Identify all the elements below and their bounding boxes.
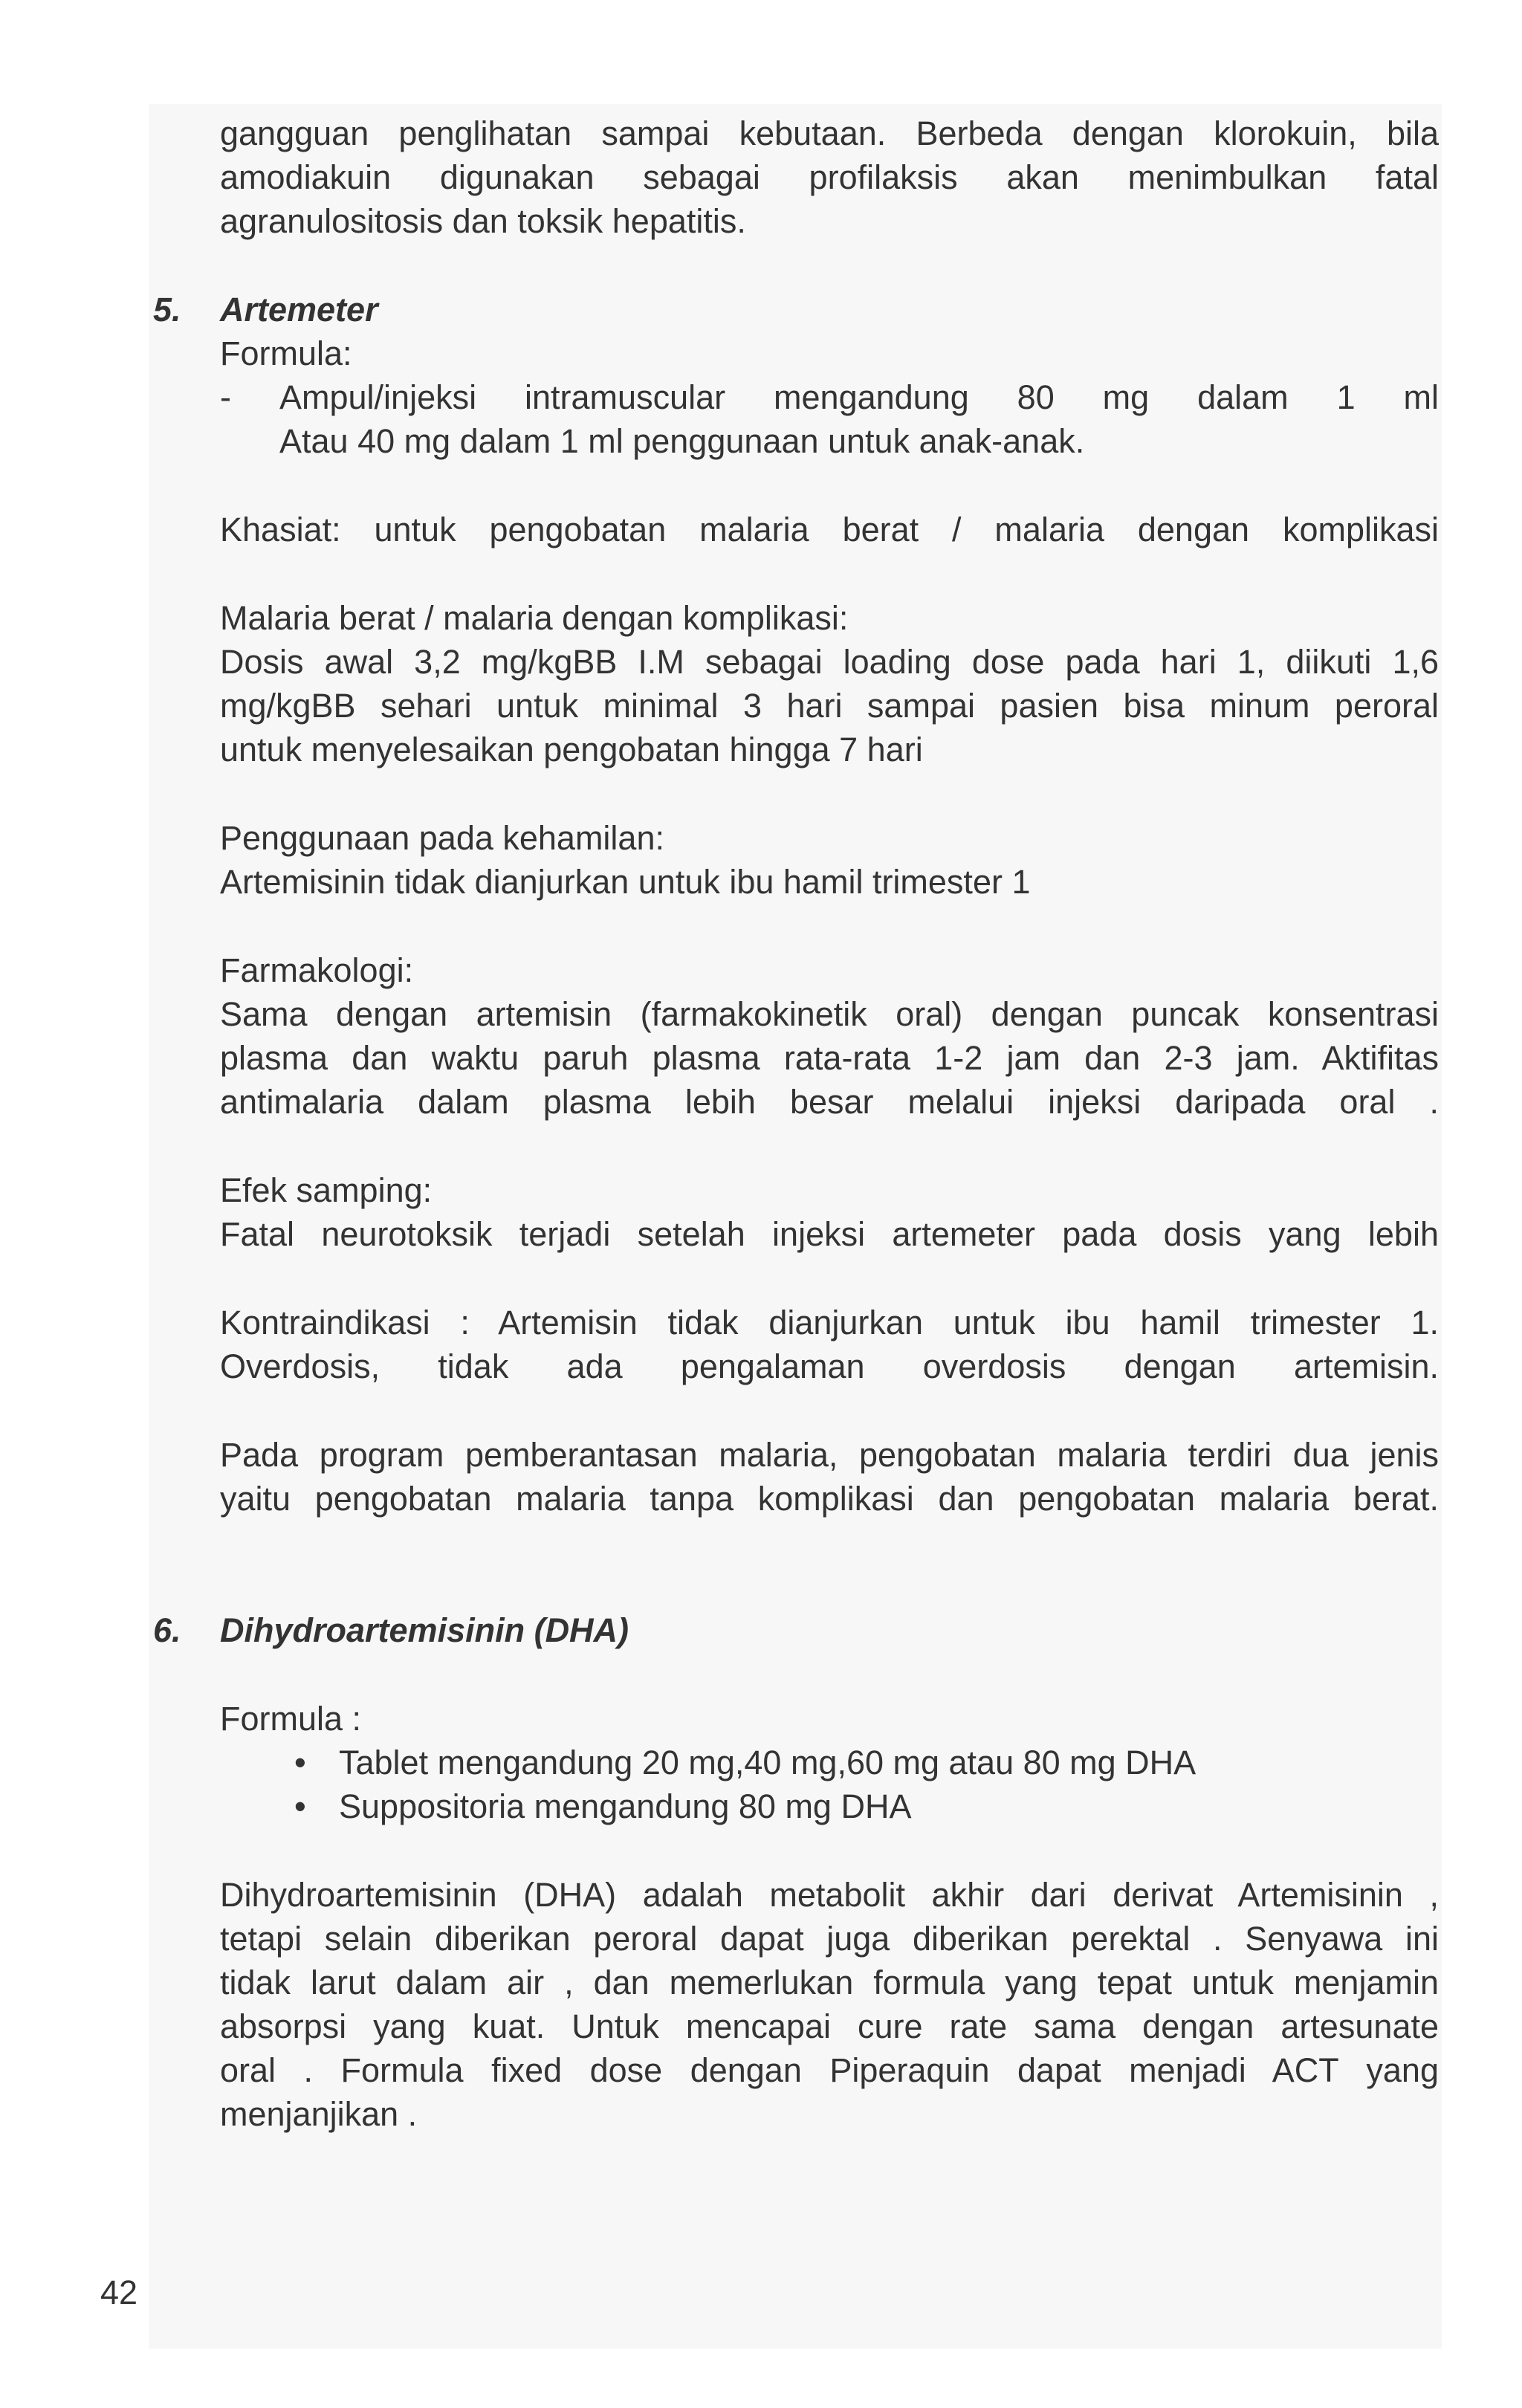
text-line: agranulositosis dan toksik hepatitis.: [220, 202, 746, 240]
bullet-icon: •: [294, 1787, 306, 1825]
farmakologi-line: antimalaria dalam plasma lebih besar melalui injeksi daripada oral .: [220, 1083, 1439, 1121]
bullet-icon: •: [294, 1744, 306, 1781]
dosis-line: untuk menyelesaikan pengobatan hingga 7 hari: [220, 731, 923, 768]
dha-paragraph-line: oral . Formula fixed dose dengan Piperaquin dapat menjadi ACT yang: [220, 2051, 1439, 2089]
program-line: Pada program pemberantasan malaria, pengobatan malaria terdiri dua jenis: [220, 1436, 1439, 1474]
list-item-text: Tablet mengandung 20 mg,40 mg,60 mg atau 80 mg DHA: [339, 1744, 1196, 1781]
page-number: 42: [100, 2273, 138, 2311]
section-number: 6.: [153, 1611, 181, 1649]
section-dha: [153, 1608, 1439, 2136]
dha-paragraph-line: tidak larut dalam air , dan memerlukan formula yang tepat untuk menjamin: [220, 1964, 1439, 2001]
formula-text: Ampul/injeksi intramuscular mengandung 80 mg dalam 1 ml: [279, 378, 1439, 416]
overdosis-line: Overdosis, tidak ada pengalaman overdosis dengan artemisin.: [220, 1347, 1439, 1385]
dosis-line: mg/kgBB sehari untuk minimal 3 hari sampai pasien bisa minum peroral: [220, 687, 1439, 725]
section-heading: [153, 288, 1439, 331]
formula-text-continued: Atau 40 mg dalam 1 ml penggunaan untuk anak-anak.: [279, 422, 1085, 460]
farmakologi-label: Farmakologi:: [220, 951, 414, 989]
malaria-label: Malaria berat / malaria dengan komplikasi:: [220, 599, 849, 637]
dha-paragraph-line: Dihydroartemisinin (DHA) adalah metabolit akhir dari derivat Artemisinin ,: [220, 1876, 1439, 1914]
dash-marker: -: [220, 378, 231, 416]
farmakologi-line: plasma dan waktu paruh plasma rata-rata 1-2 jam dan 2-3 jam. Aktifitas: [220, 1039, 1439, 1077]
list-item: [220, 1741, 1439, 1784]
kehamilan-text: Artemisinin tidak dianjurkan untuk ibu hamil trimester 1: [220, 863, 1031, 901]
intro-paragraph: [220, 111, 1439, 243]
program-line: yaitu pengobatan malaria tanpa komplikasi dan pengobatan malaria berat.: [220, 1480, 1439, 1518]
text-line: amodiakuin digunakan sebagai profilaksis akan menimbulkan fatal: [220, 158, 1439, 196]
dha-paragraph-line: menjanjikan .: [220, 2095, 418, 2133]
formula-label: Formula:: [220, 334, 352, 372]
formula-label: Formula :: [220, 1700, 362, 1738]
formula-list: [220, 1741, 1439, 1828]
dha-paragraph-line: tetapi selain diberikan peroral dapat juga diberikan perektal . Senyawa ini: [220, 1920, 1439, 1958]
farmakologi-line: Sama dengan artemisin (farmakokinetik oral) dengan puncak konsentrasi: [220, 995, 1439, 1033]
kehamilan-label: Penggunaan pada kehamilan:: [220, 819, 664, 857]
document-page: [153, 111, 1439, 2136]
efek-text: Fatal neurotoksik terjadi setelah injeksi artemeter pada dosis yang lebih: [220, 1215, 1439, 1253]
kontraindikasi-line: Kontraindikasi : Artemisin tidak dianjurkan untuk ibu hamil trimester 1.: [220, 1304, 1439, 1341]
section-title: Dihydroartemisinin (DHA): [220, 1611, 629, 1649]
dha-paragraph-line: absorpsi yang kuat. Untuk mencapai cure rate sama dengan artesunate: [220, 2007, 1439, 2045]
text-line: gangguan penglihatan sampai kebutaan. Berbeda dengan klorokuin, bila: [220, 114, 1439, 152]
formula-item: [220, 375, 1439, 419]
list-item: [220, 1784, 1439, 1828]
khasiat-text: Khasiat: untuk pengobatan malaria berat / malaria dengan komplikasi: [220, 511, 1439, 548]
list-item-text: Suppositoria mengandung 80 mg DHA: [339, 1787, 912, 1825]
section-heading: [153, 1608, 1439, 1652]
dosis-line: Dosis awal 3,2 mg/kgBB I.M sebagai loading dose pada hari 1, diikuti 1,6: [220, 643, 1439, 681]
section-number: 5.: [153, 291, 181, 328]
section-title: Artemeter: [220, 291, 378, 328]
section-artemeter: [153, 288, 1439, 1521]
efek-label: Efek samping:: [220, 1171, 433, 1209]
